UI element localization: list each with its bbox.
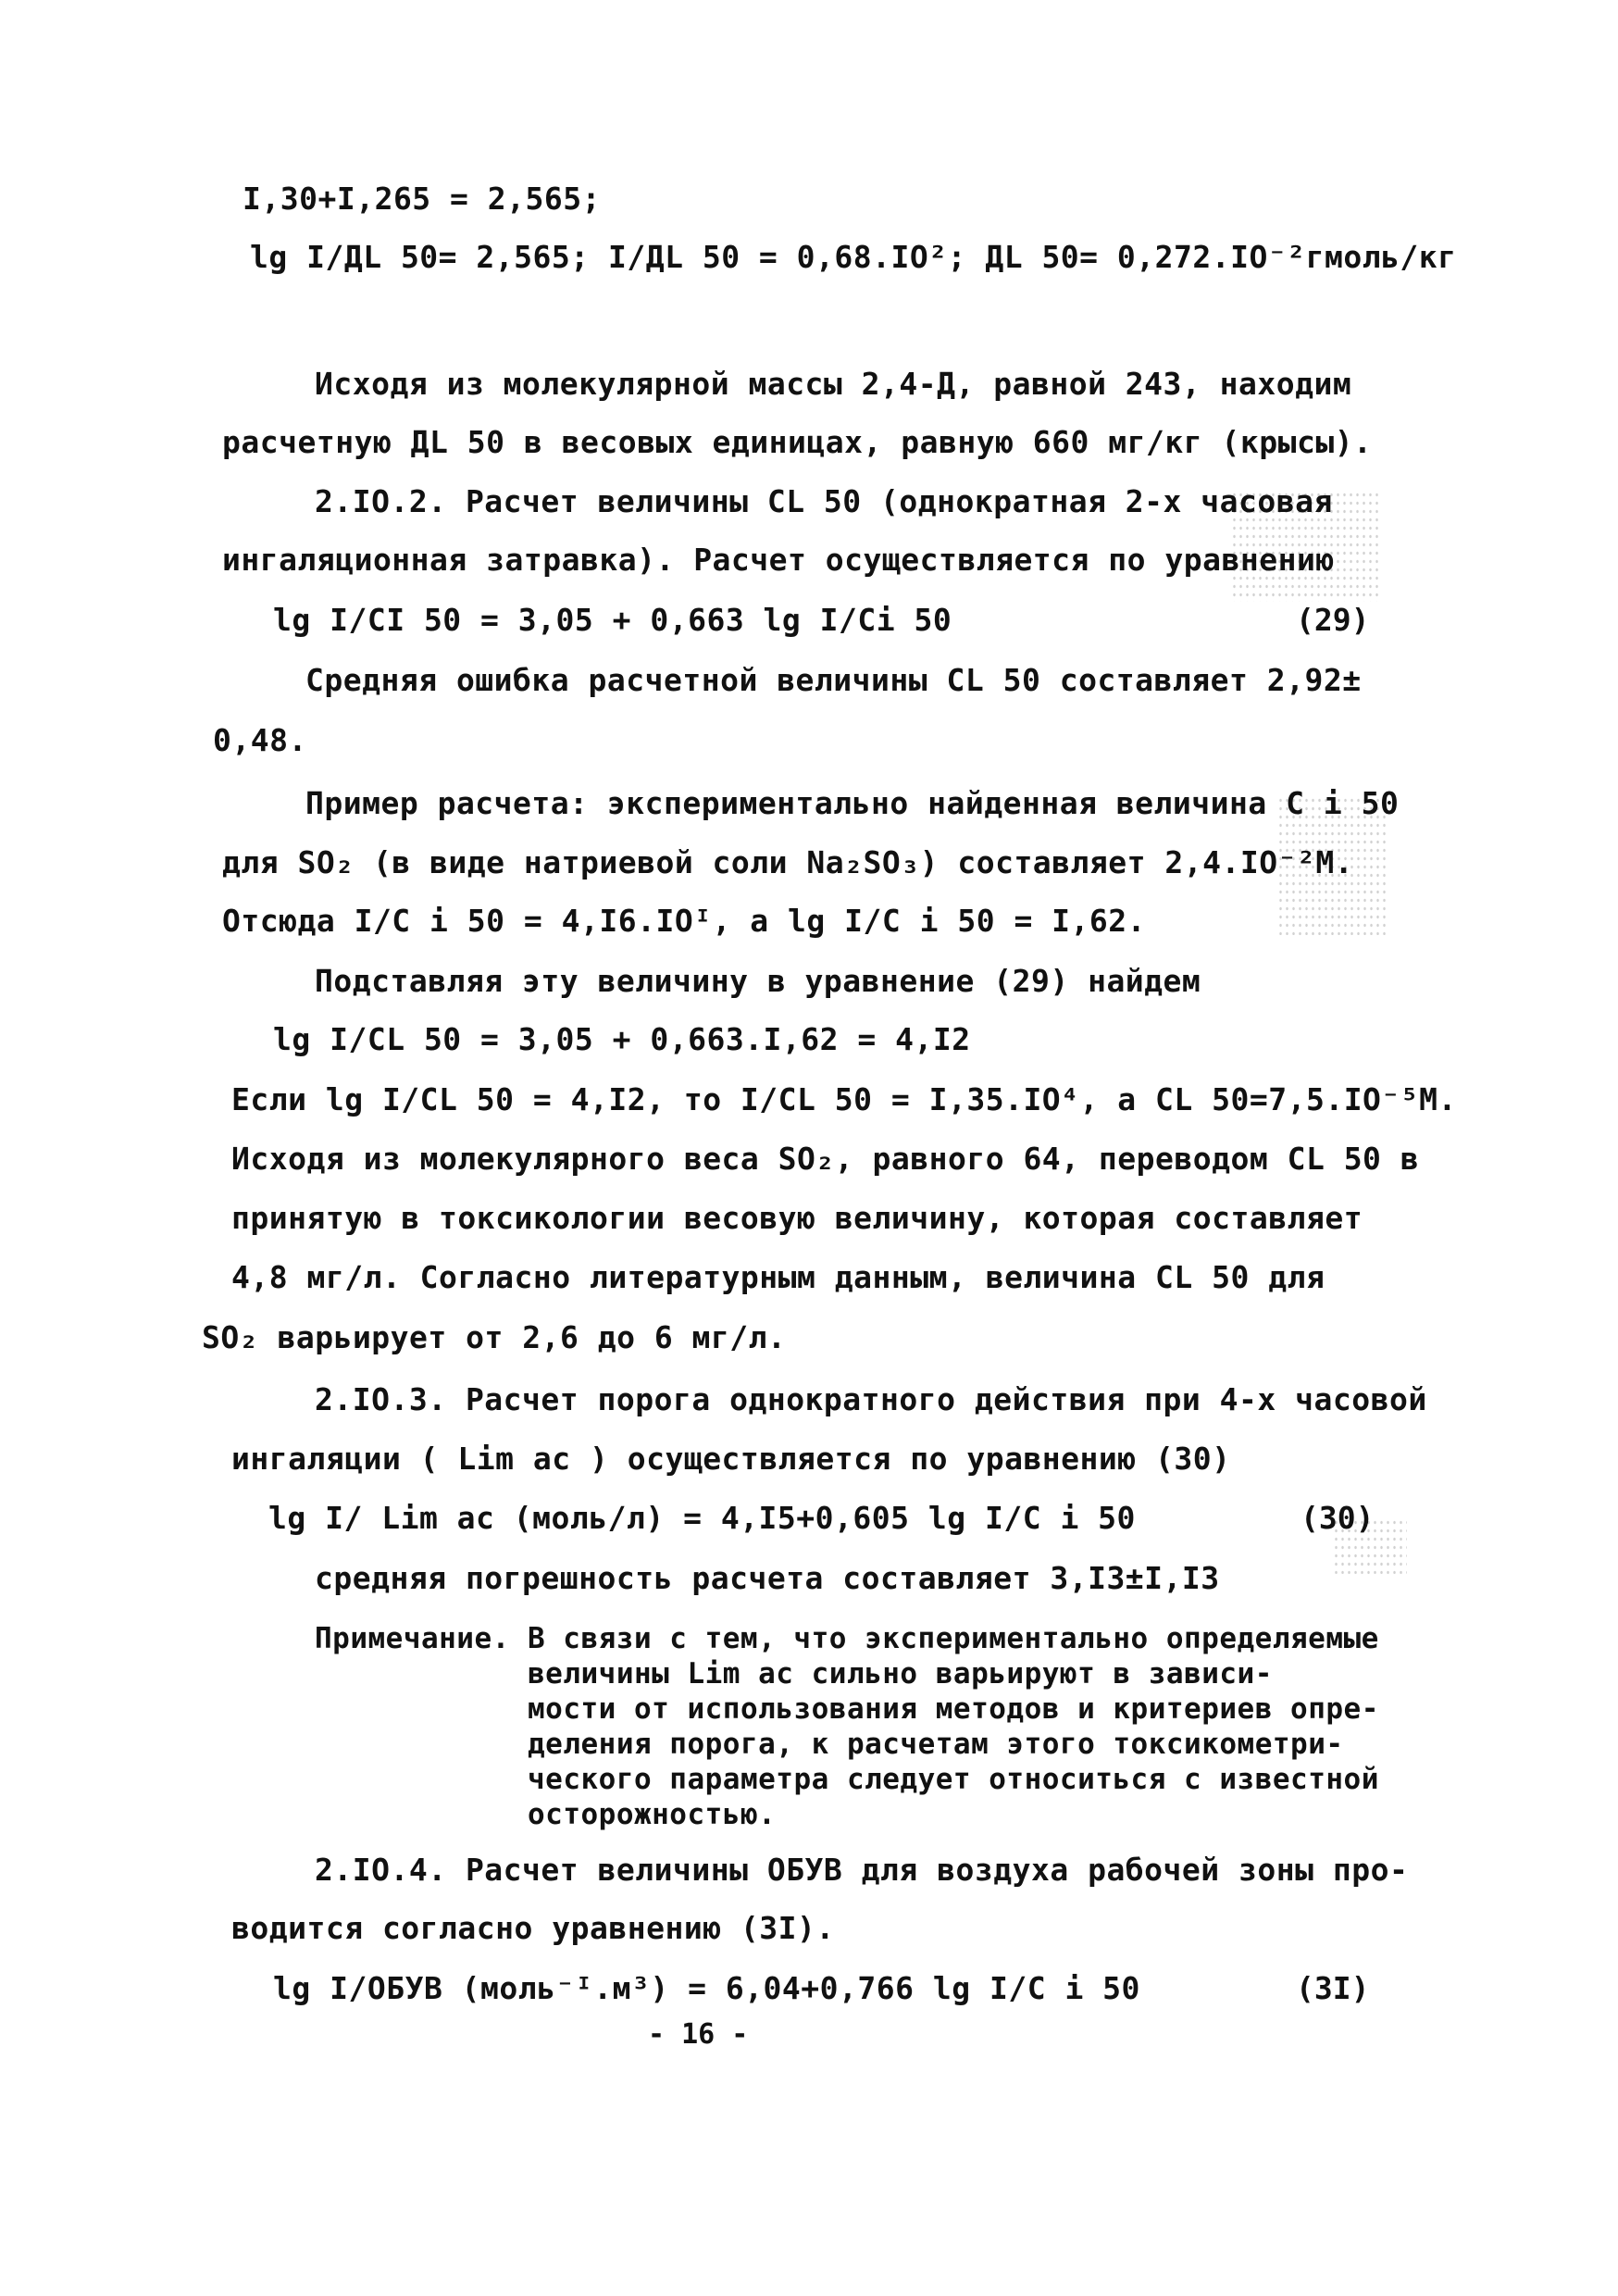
text-line: Средняя ошибка расчетной величины CL 50 составляет 2,92± <box>305 662 1362 698</box>
text-line: Исходя из молекулярной массы 2,4-Д, равной 243, находим <box>315 366 1352 402</box>
text-line: I,30+I,265 = 2,565; <box>243 181 601 217</box>
text-line: 2.IO.2. Расчет величины CL 50 (однократная 2-х часовая <box>315 483 1333 519</box>
page-number: - 16 - <box>648 2018 749 2051</box>
text-line: Подставляя эту величину в уравнение (29) найдем <box>315 963 1201 999</box>
text-line: Если lg I/CL 50 = 4,I2, то I/CL 50 = I,35.IO⁴, а CL 50=7,5.IO⁻⁵М. <box>231 1081 1457 1117</box>
note-line: Примечание. В связи с тем, что экспериментально определяемые <box>315 1622 1379 1655</box>
equation-number: (3I) <box>1296 1970 1370 2006</box>
equation-number: (30) <box>1301 1500 1375 1536</box>
text-line: ингаляции ( Lim ac ) осуществляется по уравнению (30) <box>231 1441 1231 1477</box>
text-line: расчетную ДL 50 в весовых единицах, равную 660 мг/кг (крысы). <box>222 424 1373 460</box>
note-line: осторожностью. <box>528 1798 777 1831</box>
text-line: Пример расчета: экспериментально найденная величина C i 50 <box>305 785 1400 821</box>
text-line: для SO₂ (в виде натриевой соли Na₂SO₃) составляет 2,4.IO⁻²М. <box>222 844 1354 880</box>
equation: lg I/CI 50 = 3,05 + 0,663 lg I/Ci 50 <box>273 602 952 638</box>
text-line: 0,48. <box>213 722 307 758</box>
text-line: 2.IO.3. Расчет порога однократного действия при 4-х часовой <box>315 1381 1427 1417</box>
text-line: SO₂ варьирует от 2,6 до 6 мг/л. <box>202 1319 787 1355</box>
text-line: Отсюда I/C i 50 = 4,I6.IOᴵ, а lg I/C i 50 = I,62. <box>222 903 1147 939</box>
text-line: Исходя из молекулярного веса SO₂, равного 64, переводом CL 50 в <box>231 1141 1420 1177</box>
equation: lg I/ Lim ac (моль/л) = 4,I5+0,605 lg I/C i 50 <box>268 1500 1136 1536</box>
text-line: средняя погрешность расчета составляет 3,I3±I,I3 <box>315 1560 1220 1596</box>
text-line: принятую в токсикологии весовую величину, которая составляет <box>231 1200 1363 1236</box>
text-line: 4,8 мг/л. Согласно литературным данным, величина CL 50 для <box>231 1259 1326 1295</box>
note-line: ческого параметра следует относиться с известной <box>528 1763 1379 1796</box>
note-line: мости от использования методов и критериев опре- <box>528 1692 1379 1726</box>
text-line: водится согласно уравнению (3I). <box>231 1910 835 1946</box>
note-line: величины Lim ac сильно варьируют в зависи- <box>528 1657 1273 1691</box>
equation: lg I/ОБУВ (моль⁻ᴵ.м³) = 6,04+0,766 lg I/C i 50 <box>273 1970 1140 2006</box>
text-line: 2.IO.4. Расчет величины ОБУВ для воздуха рабочей зоны про- <box>315 1852 1409 1888</box>
text-line: ингаляционная затравка). Расчет осуществляется по уравнению <box>222 542 1335 578</box>
note-line: деления порога, к расчетам этого токсикометри- <box>528 1728 1344 1761</box>
equation: lg I/CL 50 = 3,05 + 0,663.I,62 = 4,I2 <box>273 1021 971 1057</box>
equation-number: (29) <box>1296 602 1370 638</box>
text-line: lg I/ДL 50= 2,565; I/ДL 50 = 0,68.IO²; ДL 50= 0,272.IO⁻²гмоль/кг <box>250 239 1457 275</box>
